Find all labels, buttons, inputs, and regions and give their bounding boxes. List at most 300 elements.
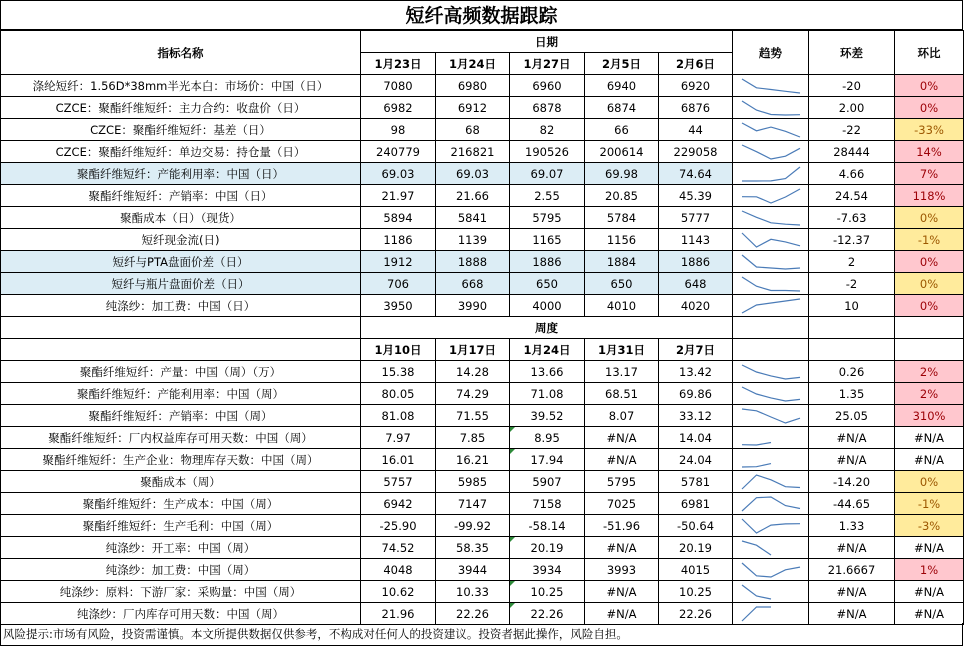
- sparkline-path: [742, 475, 800, 489]
- value-cell: 7147: [436, 493, 510, 515]
- table-row: [1, 449, 964, 471]
- ratio-cell: 0%: [895, 75, 964, 97]
- ratio-cell: 0%: [895, 97, 964, 119]
- trend-cell: [733, 559, 809, 581]
- ratio-cell: 1%: [895, 559, 964, 581]
- blank-cell: [809, 339, 895, 361]
- blank-cell: [1, 339, 361, 361]
- sparkline-chart: [740, 473, 802, 491]
- table-row: [1, 119, 964, 141]
- sparkline-path: [742, 299, 800, 313]
- value-cell: 69.98: [585, 163, 659, 185]
- blank-cell: [809, 317, 895, 339]
- ratio-cell: 7%: [895, 163, 964, 185]
- value-cell: 6942: [361, 493, 436, 515]
- value-cell: 8.95: [510, 427, 585, 449]
- change-cell: 0.26: [809, 361, 895, 383]
- sparkline-chart: [740, 363, 802, 381]
- sparkline-path: [742, 211, 800, 225]
- value-cell: 69.03: [361, 163, 436, 185]
- trend-cell: [733, 361, 809, 383]
- change-cell: 4.66: [809, 163, 895, 185]
- change-cell: 21.6667: [809, 559, 895, 581]
- trend-cell: [733, 207, 809, 229]
- value-cell: 7080: [361, 75, 436, 97]
- sparkline-path: [742, 365, 800, 379]
- change-cell: #N/A: [809, 537, 895, 559]
- table-row: [1, 471, 964, 493]
- value-cell: 6981: [659, 493, 733, 515]
- sparkline-path: [742, 387, 800, 401]
- trend-cell: [733, 229, 809, 251]
- value-cell: 71.08: [510, 383, 585, 405]
- sparkline-chart: [740, 275, 802, 293]
- change-cell: -12.37: [809, 229, 895, 251]
- value-cell: 3993: [585, 559, 659, 581]
- trend-cell: [733, 119, 809, 141]
- trend-cell: [733, 163, 809, 185]
- sparkline-chart: [740, 253, 802, 271]
- table-row: [1, 603, 964, 625]
- value-cell: 5795: [510, 207, 585, 229]
- table-row: [1, 515, 964, 537]
- table-body: [1, 31, 964, 625]
- value-cell: 216821: [436, 141, 510, 163]
- sparkline-path: [742, 189, 800, 203]
- table-row: [1, 185, 964, 207]
- trend-cell: [733, 471, 809, 493]
- value-cell: 20.19: [510, 537, 585, 559]
- value-cell: 10.25: [510, 581, 585, 603]
- daily-date-header: 1月23日: [361, 53, 436, 75]
- daily-date-header: 2月5日: [585, 53, 659, 75]
- value-cell: 16.21: [436, 449, 510, 471]
- table-row: [1, 295, 964, 317]
- trend-cell: [733, 383, 809, 405]
- weekly-date-header: 1月10日: [361, 339, 436, 361]
- value-cell: 7158: [510, 493, 585, 515]
- indicator-name-cell: 纯涤纱：厂内库存可用天数：中国（周）: [1, 603, 361, 625]
- table-row: [1, 97, 964, 119]
- header-daily-period: 日期: [361, 31, 733, 53]
- change-cell: 1.35: [809, 383, 895, 405]
- sparkline-chart: [740, 451, 802, 469]
- indicator-name-cell: 纯涤纱：加工费：中国（日）: [1, 295, 361, 317]
- change-cell: 28444: [809, 141, 895, 163]
- value-cell: 4010: [585, 295, 659, 317]
- value-cell: #N/A: [585, 603, 659, 625]
- ratio-cell: -1%: [895, 229, 964, 251]
- value-cell: 5795: [585, 471, 659, 493]
- value-cell: 71.55: [436, 405, 510, 427]
- value-cell: -25.90: [361, 515, 436, 537]
- value-cell: 6876: [659, 97, 733, 119]
- sparkline-chart: [740, 99, 802, 117]
- table-row: [1, 273, 964, 295]
- sparkline-path: [742, 409, 800, 423]
- sparkline-chart: [740, 187, 802, 205]
- header-ratio: 环比: [895, 31, 964, 75]
- weekly-date-header: 1月24日: [510, 339, 585, 361]
- value-cell: 1143: [659, 229, 733, 251]
- sparkline-chart: [740, 429, 802, 447]
- change-cell: #N/A: [809, 427, 895, 449]
- change-cell: 2.00: [809, 97, 895, 119]
- table-row: [1, 141, 964, 163]
- sparkline-path: [742, 233, 800, 247]
- indicator-name-cell: 短纤与瓶片盘面价差（日）: [1, 273, 361, 295]
- value-cell: 5985: [436, 471, 510, 493]
- sparkline-path: [742, 101, 800, 115]
- change-cell: 2: [809, 251, 895, 273]
- sparkline-chart: [740, 165, 802, 183]
- sparkline-path: [742, 431, 800, 445]
- value-cell: 6940: [585, 75, 659, 97]
- table-row: [1, 537, 964, 559]
- header-change: 环差: [809, 31, 895, 75]
- value-cell: -99.92: [436, 515, 510, 537]
- ratio-cell: #N/A: [895, 427, 964, 449]
- value-cell: 66: [585, 119, 659, 141]
- ratio-cell: -3%: [895, 515, 964, 537]
- value-cell: 4048: [361, 559, 436, 581]
- value-cell: 14.04: [659, 427, 733, 449]
- sparkline-chart: [740, 495, 802, 513]
- sparkline-path: [742, 563, 800, 577]
- sparkline-chart: [740, 539, 802, 557]
- ratio-cell: -33%: [895, 119, 964, 141]
- indicator-name-cell: 短纤与PTA盘面价差（日）: [1, 251, 361, 273]
- indicator-name-cell: 纯涤纱：加工费：中国（周）: [1, 559, 361, 581]
- ratio-cell: #N/A: [895, 537, 964, 559]
- value-cell: 17.94: [510, 449, 585, 471]
- value-cell: 1886: [510, 251, 585, 273]
- change-cell: -7.63: [809, 207, 895, 229]
- change-cell: #N/A: [809, 449, 895, 471]
- header-trend: 趋势: [733, 31, 809, 75]
- sparkline-path: [742, 123, 800, 137]
- trend-cell: [733, 603, 809, 625]
- value-cell: 6878: [510, 97, 585, 119]
- value-cell: 3950: [361, 295, 436, 317]
- value-cell: #N/A: [585, 581, 659, 603]
- table-row: [1, 581, 964, 603]
- value-cell: 58.35: [436, 537, 510, 559]
- indicator-name-cell: 纯涤纱：原料：下游厂家：采购量：中国（周）: [1, 581, 361, 603]
- sparkline-chart: [740, 209, 802, 227]
- ratio-cell: 118%: [895, 185, 964, 207]
- value-cell: 15.38: [361, 361, 436, 383]
- table-row: [1, 163, 964, 185]
- value-cell: 648: [659, 273, 733, 295]
- value-cell: 650: [585, 273, 659, 295]
- value-cell: 6874: [585, 97, 659, 119]
- sparkline-path: [742, 519, 800, 533]
- value-cell: 6920: [659, 75, 733, 97]
- sparkline-chart: [740, 583, 802, 601]
- trend-cell: [733, 295, 809, 317]
- value-cell: 82: [510, 119, 585, 141]
- trend-cell: [733, 251, 809, 273]
- sparkline-chart: [740, 517, 802, 535]
- value-cell: 74.52: [361, 537, 436, 559]
- trend-cell: [733, 449, 809, 471]
- sparkline-path: [742, 497, 800, 511]
- value-cell: 44: [659, 119, 733, 141]
- value-cell: 68: [436, 119, 510, 141]
- change-cell: -20: [809, 75, 895, 97]
- header-weekly-period: 周度: [361, 317, 733, 339]
- value-cell: 200614: [585, 141, 659, 163]
- risk-disclaimer: 风险提示:市场有风险，投资需谨慎。本文所提供数据仅供参考，不构成对任何人的投资建议。投资者据此操作，风险自担。: [0, 623, 963, 646]
- value-cell: 10.25: [659, 581, 733, 603]
- value-cell: #N/A: [585, 449, 659, 471]
- value-cell: 69.07: [510, 163, 585, 185]
- value-cell: 20.85: [585, 185, 659, 207]
- trend-cell: [733, 405, 809, 427]
- value-cell: 3990: [436, 295, 510, 317]
- value-cell: 1165: [510, 229, 585, 251]
- value-cell: 33.12: [659, 405, 733, 427]
- value-cell: 7.85: [436, 427, 510, 449]
- value-cell: 5841: [436, 207, 510, 229]
- indicator-name-cell: CZCE：聚酯纤维短纤：基差（日）: [1, 119, 361, 141]
- value-cell: 1884: [585, 251, 659, 273]
- value-cell: 39.52: [510, 405, 585, 427]
- value-cell: 6982: [361, 97, 436, 119]
- data-table: [0, 30, 964, 625]
- trend-cell: [733, 515, 809, 537]
- sparkline-chart: [740, 297, 802, 315]
- value-cell: 6960: [510, 75, 585, 97]
- value-cell: 5757: [361, 471, 436, 493]
- blank-cell: [1, 317, 361, 339]
- sparkline-chart: [740, 143, 802, 161]
- weekly-date-header: 1月31日: [585, 339, 659, 361]
- trend-cell: [733, 427, 809, 449]
- weekly-date-header: 2月7日: [659, 339, 733, 361]
- sparkline-chart: [740, 407, 802, 425]
- change-cell: 10: [809, 295, 895, 317]
- sparkline-path: [742, 145, 800, 159]
- indicator-name-cell: 聚酯纤维短纤：产量：中国（周）（万）: [1, 361, 361, 383]
- indicator-name-cell: 涤纶短纤：1.56D*38mm半光本白：市场价：中国（日）: [1, 75, 361, 97]
- ratio-cell: #N/A: [895, 581, 964, 603]
- value-cell: 13.17: [585, 361, 659, 383]
- value-cell: 668: [436, 273, 510, 295]
- sparkline-chart: [740, 561, 802, 579]
- value-cell: 13.66: [510, 361, 585, 383]
- value-cell: 24.04: [659, 449, 733, 471]
- change-cell: -14.20: [809, 471, 895, 493]
- indicator-name-cell: 聚酯纤维短纤：产能利用率：中国（周）: [1, 383, 361, 405]
- value-cell: 706: [361, 273, 436, 295]
- ratio-cell: 0%: [895, 251, 964, 273]
- weekly-date-header: 1月17日: [436, 339, 510, 361]
- value-cell: 4000: [510, 295, 585, 317]
- value-cell: 22.26: [436, 603, 510, 625]
- value-cell: #N/A: [585, 537, 659, 559]
- ratio-cell: 2%: [895, 361, 964, 383]
- sparkline-path: [742, 607, 800, 621]
- table-row: [1, 559, 964, 581]
- value-cell: 650: [510, 273, 585, 295]
- trend-cell: [733, 493, 809, 515]
- indicator-name-cell: 聚酯纤维短纤：生产企业：物理库存天数：中国（周）: [1, 449, 361, 471]
- value-cell: 74.64: [659, 163, 733, 185]
- sparkline-chart: [740, 605, 802, 623]
- table-row: [1, 427, 964, 449]
- sparkline-chart: [740, 77, 802, 95]
- value-cell: 7025: [585, 493, 659, 515]
- trend-cell: [733, 581, 809, 603]
- value-cell: #N/A: [585, 427, 659, 449]
- ratio-cell: 0%: [895, 471, 964, 493]
- value-cell: 229058: [659, 141, 733, 163]
- table-row: [1, 75, 964, 97]
- sparkline-chart: [740, 385, 802, 403]
- indicator-name-cell: 聚酯纤维短纤：产销率：中国（周）: [1, 405, 361, 427]
- sparkline-chart: [740, 231, 802, 249]
- value-cell: 5894: [361, 207, 436, 229]
- daily-date-header: 2月6日: [659, 53, 733, 75]
- indicator-name-cell: 聚酯成本（日）（现货）: [1, 207, 361, 229]
- value-cell: 1156: [585, 229, 659, 251]
- change-cell: #N/A: [809, 581, 895, 603]
- table-row: [1, 383, 964, 405]
- value-cell: 98: [361, 119, 436, 141]
- change-cell: -44.65: [809, 493, 895, 515]
- change-cell: 25.05: [809, 405, 895, 427]
- table-row: [1, 361, 964, 383]
- change-cell: 1.33: [809, 515, 895, 537]
- value-cell: 5784: [585, 207, 659, 229]
- indicator-name-cell: 聚酯纤维短纤：生产成本：中国（周）: [1, 493, 361, 515]
- value-cell: 240779: [361, 141, 436, 163]
- sparkline-path: [742, 167, 800, 181]
- value-cell: 3944: [436, 559, 510, 581]
- value-cell: 8.07: [585, 405, 659, 427]
- trend-cell: [733, 273, 809, 295]
- value-cell: -50.64: [659, 515, 733, 537]
- value-cell: 74.29: [436, 383, 510, 405]
- sparkline-path: [742, 277, 800, 291]
- value-cell: 1139: [436, 229, 510, 251]
- indicator-name-cell: 聚酯纤维短纤：生产毛利：中国（周）: [1, 515, 361, 537]
- value-cell: 3934: [510, 559, 585, 581]
- value-cell: -58.14: [510, 515, 585, 537]
- value-cell: 16.01: [361, 449, 436, 471]
- header-indicator-name: 指标名称: [1, 31, 361, 75]
- value-cell: 45.39: [659, 185, 733, 207]
- table-row: [1, 493, 964, 515]
- value-cell: 69.86: [659, 383, 733, 405]
- daily-date-header: 1月27日: [510, 53, 585, 75]
- value-cell: 69.03: [436, 163, 510, 185]
- value-cell: 10.62: [361, 581, 436, 603]
- sparkline-path: [742, 585, 800, 599]
- value-cell: 4015: [659, 559, 733, 581]
- value-cell: 5777: [659, 207, 733, 229]
- sparkline-path: [742, 541, 800, 555]
- value-cell: 10.33: [436, 581, 510, 603]
- value-cell: 2.55: [510, 185, 585, 207]
- value-cell: 21.97: [361, 185, 436, 207]
- weekly-date-row: [1, 339, 964, 361]
- value-cell: 68.51: [585, 383, 659, 405]
- table-row: [1, 207, 964, 229]
- table-row: [1, 251, 964, 273]
- ratio-cell: #N/A: [895, 603, 964, 625]
- value-cell: 80.05: [361, 383, 436, 405]
- value-cell: 22.26: [510, 603, 585, 625]
- indicator-name-cell: CZCE：聚酯纤维短纤：主力合约：收盘价（日）: [1, 97, 361, 119]
- value-cell: -51.96: [585, 515, 659, 537]
- value-cell: 190526: [510, 141, 585, 163]
- value-cell: 22.26: [659, 603, 733, 625]
- trend-cell: [733, 185, 809, 207]
- sparkline-path: [742, 79, 800, 93]
- ratio-cell: 0%: [895, 273, 964, 295]
- ratio-cell: -1%: [895, 493, 964, 515]
- indicator-name-cell: 短纤现金流(日): [1, 229, 361, 251]
- blank-cell: [733, 317, 809, 339]
- value-cell: 1888: [436, 251, 510, 273]
- change-cell: 24.54: [809, 185, 895, 207]
- blank-cell: [733, 339, 809, 361]
- value-cell: 4020: [659, 295, 733, 317]
- sparkline-chart: [740, 121, 802, 139]
- indicator-name-cell: 聚酯纤维短纤：产销率：中国（日）: [1, 185, 361, 207]
- sparkline-path: [742, 255, 800, 269]
- weekly-header-row: [1, 317, 964, 339]
- sparkline-path: [742, 453, 800, 467]
- value-cell: 1186: [361, 229, 436, 251]
- indicator-name-cell: 纯涤纱：开工率：中国（周）: [1, 537, 361, 559]
- value-cell: 20.19: [659, 537, 733, 559]
- value-cell: 1912: [361, 251, 436, 273]
- change-cell: -2: [809, 273, 895, 295]
- value-cell: 1886: [659, 251, 733, 273]
- value-cell: 21.66: [436, 185, 510, 207]
- blank-cell: [895, 317, 964, 339]
- indicator-name-cell: CZCE：聚酯纤维短纤：单边交易：持仓量（日）: [1, 141, 361, 163]
- value-cell: 81.08: [361, 405, 436, 427]
- value-cell: 14.28: [436, 361, 510, 383]
- table-row: [1, 229, 964, 251]
- change-cell: -22: [809, 119, 895, 141]
- trend-cell: [733, 537, 809, 559]
- daily-date-header: 1月24日: [436, 53, 510, 75]
- trend-cell: [733, 141, 809, 163]
- value-cell: 5781: [659, 471, 733, 493]
- blank-cell: [895, 339, 964, 361]
- value-cell: 6912: [436, 97, 510, 119]
- indicator-name-cell: 聚酯纤维短纤：产能利用率：中国（日）: [1, 163, 361, 185]
- change-cell: #N/A: [809, 603, 895, 625]
- ratio-cell: #N/A: [895, 449, 964, 471]
- value-cell: 7.97: [361, 427, 436, 449]
- table-row: [1, 405, 964, 427]
- sheet-title: 短纤高频数据跟踪: [0, 0, 963, 30]
- value-cell: 6980: [436, 75, 510, 97]
- ratio-cell: 14%: [895, 141, 964, 163]
- trend-cell: [733, 97, 809, 119]
- value-cell: 21.96: [361, 603, 436, 625]
- trend-cell: [733, 75, 809, 97]
- indicator-name-cell: 聚酯纤维短纤：厂内权益库存可用天数：中国（周）: [1, 427, 361, 449]
- value-cell: 5907: [510, 471, 585, 493]
